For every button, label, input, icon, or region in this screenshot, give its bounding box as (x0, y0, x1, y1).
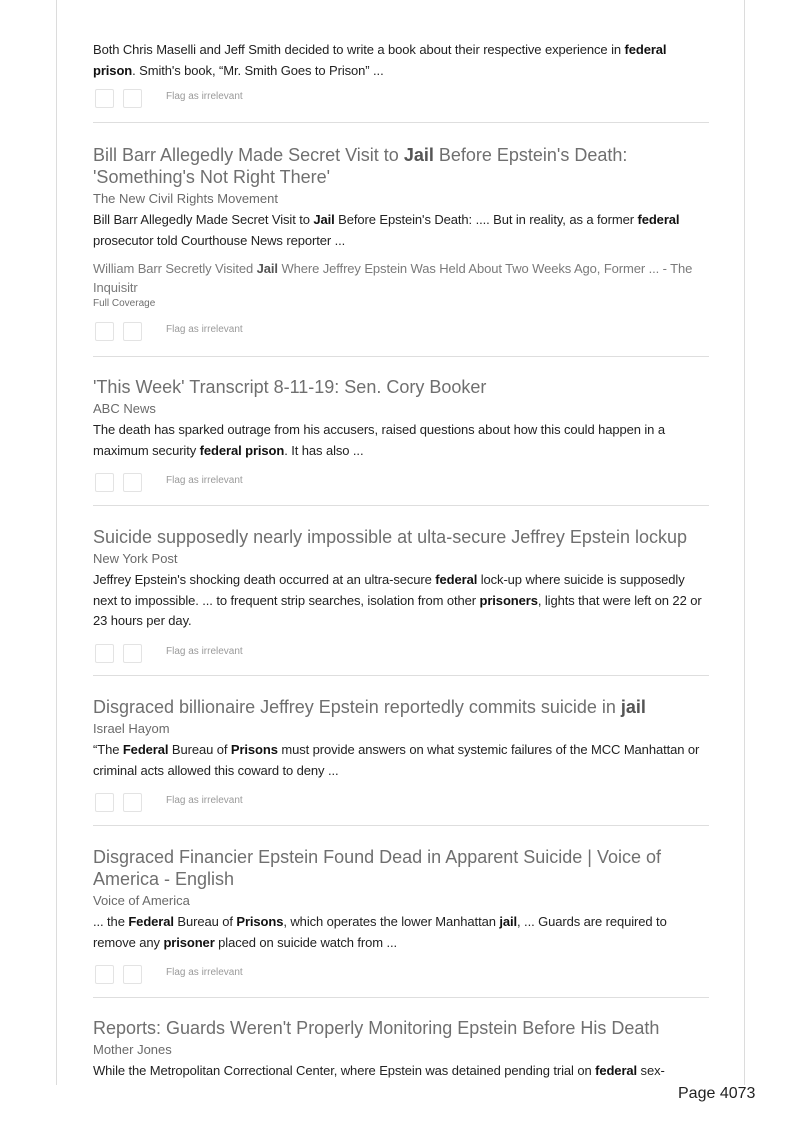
result-actions (93, 322, 711, 346)
highlighted-keyword: Federal (128, 914, 174, 929)
text-run: lock-up where suicide is supposedly next to impossible. ... to frequent strip searches, isolation from other (93, 572, 685, 608)
page-frame-left-border (56, 0, 57, 1085)
result-snippet (93, 570, 711, 632)
result-snippet (93, 740, 711, 781)
highlighted-keyword: federal (637, 212, 680, 227)
text-run: . Smith's book, “Mr. Smith Goes to Prison” ... (132, 62, 384, 78)
result-divider (93, 122, 709, 123)
related-article-link[interactable] (93, 259, 711, 297)
thumbs-up-icon[interactable] (95, 473, 114, 492)
result-actions (93, 89, 711, 113)
result-actions (93, 965, 711, 989)
flag-irrelevant-link[interactable]: Flag as irrelevant (166, 795, 243, 806)
result-actions (93, 473, 711, 497)
result-divider (93, 997, 709, 998)
highlighted-keyword: prison (93, 62, 133, 78)
text-run: Disgraced billionaire Jeffrey Epstein reportedly commits suicide in (93, 697, 621, 717)
news-result (93, 144, 711, 346)
thumbs-down-icon[interactable] (123, 644, 142, 663)
result-divider (93, 505, 709, 506)
text-run: William Barr Secretly Visited (93, 261, 257, 276)
result-snippet (93, 210, 711, 251)
thumbs-down-icon[interactable] (123, 965, 142, 984)
result-source: The New Civil Rights Movement (93, 191, 278, 206)
thumbs-down-icon[interactable] (123, 89, 142, 108)
highlighted-keyword: jail (620, 697, 646, 717)
flag-irrelevant-link[interactable]: Flag as irrelevant (166, 967, 243, 978)
result-actions (93, 793, 711, 817)
result-title-link[interactable] (93, 846, 711, 890)
text-run: . It has also ... (284, 442, 364, 458)
result-source: New York Post (93, 551, 178, 566)
text-run: placed on suicide watch from ... (214, 934, 398, 950)
highlighted-keyword: federal (595, 1063, 638, 1078)
text-run: Bill Barr Allegedly Made Secret Visit to (93, 145, 404, 165)
text-run: , ... Guards are required to remove any (93, 914, 667, 950)
result-source: Mother Jones (93, 1042, 172, 1057)
flag-irrelevant-link[interactable]: Flag as irrelevant (166, 91, 243, 102)
page-frame-right-border (744, 0, 745, 1085)
result-snippet (93, 1061, 711, 1082)
highlighted-keyword: prisoners (479, 592, 538, 608)
result-title-link[interactable] (93, 376, 711, 398)
thumbs-up-icon[interactable] (95, 644, 114, 663)
result-divider (93, 825, 709, 826)
flag-irrelevant-link[interactable]: Flag as irrelevant (166, 645, 243, 657)
news-result (93, 1017, 711, 1082)
highlighted-keyword: federal (624, 42, 667, 57)
result-title-link[interactable] (93, 144, 711, 188)
text-run: Both Chris Maselli and Jeff Smith decided to write a book about their respective experience in (93, 42, 625, 57)
text-run: Before Epstein's Death: .... But in reality, as a former (334, 212, 638, 227)
text-run: Bureau of (173, 914, 237, 929)
text-run: 'This Week' Transcript 8-11-19: Sen. Cory Booker (93, 377, 487, 397)
result-snippet (93, 420, 711, 461)
text-run: prosecutor told Courthouse News reporter ... (93, 232, 346, 248)
text-run: Bill Barr Allegedly Made Secret Visit to (93, 212, 314, 227)
thumbs-up-icon[interactable] (95, 965, 114, 984)
result-title-link[interactable] (93, 696, 711, 718)
thumbs-up-icon[interactable] (95, 322, 114, 341)
highlighted-keyword: Jail (313, 212, 335, 227)
highlighted-keyword: federal (435, 572, 478, 587)
text-run: , which operates the lower Manhattan (283, 914, 500, 929)
text-run: The death has sparked outrage from his accusers, raised questions about how this could happen in a maximum security (93, 422, 665, 458)
text-run: Where Jeffrey Epstein Was Held About Two Weeks Ago, Former ... - The Inquisitr (93, 261, 693, 295)
result-divider (93, 675, 709, 676)
thumbs-down-icon[interactable] (123, 793, 142, 812)
highlighted-keyword: Prisons (236, 914, 284, 929)
text-run: ... the (93, 914, 129, 929)
thumbs-down-icon[interactable] (123, 473, 142, 492)
thumbs-up-icon[interactable] (95, 89, 114, 108)
text-run: While the Metropolitan Correctional Center, where Epstein was detained pending trial on (93, 1063, 596, 1078)
text-run: “The (93, 742, 123, 757)
news-result (93, 696, 711, 817)
text-run: Bureau of (168, 742, 231, 757)
highlighted-keyword: Prisons (230, 742, 278, 757)
flag-irrelevant-link[interactable]: Flag as irrelevant (166, 324, 243, 335)
text-run: Jeffrey Epstein's shocking death occurred at an ultra-secure (93, 572, 436, 587)
result-title-link[interactable] (93, 526, 711, 548)
result-actions (93, 644, 711, 668)
highlighted-keyword: prisoner (163, 934, 215, 950)
news-result (93, 526, 711, 668)
text-run: must provide answers on what systemic failures of the MCC Manhattan or criminal acts allowed this coward to deny ... (93, 742, 700, 778)
flag-irrelevant-link[interactable]: Flag as irrelevant (166, 475, 243, 486)
news-result (93, 376, 711, 497)
highlighted-keyword: Jail (403, 145, 434, 165)
text-run: , lights that were left on 22 or 23 hours per day. (93, 592, 702, 628)
text-run: Disgraced Financier Epstein Found Dead in Apparent Suicide | Voice of America - English (93, 847, 662, 889)
news-result (93, 846, 711, 989)
result-divider (93, 356, 709, 357)
text-run: Reports: Guards Weren't Properly Monitoring Epstein Before His Death (93, 1018, 660, 1038)
result-title-link[interactable] (93, 1017, 711, 1039)
result-snippet (93, 40, 711, 81)
highlighted-keyword: Federal (122, 742, 169, 757)
thumbs-down-icon[interactable] (123, 322, 142, 341)
result-snippet (93, 912, 711, 953)
full-coverage-link[interactable]: Full Coverage (93, 298, 156, 309)
text-run: sex- (637, 1063, 665, 1078)
highlighted-keyword: Jail (256, 261, 278, 276)
text-run: Suicide supposedly nearly impossible at ulta-secure Jeffrey Epstein lockup (93, 527, 687, 547)
result-source: ABC News (93, 401, 156, 416)
text-run: Before Epstein's Death: 'Something's Not Right There' (93, 145, 628, 187)
page-number: Page 4073 (678, 1085, 756, 1102)
result-source: Israel Hayom (93, 721, 170, 736)
result-source: Voice of America (93, 893, 190, 908)
thumbs-up-icon[interactable] (95, 793, 114, 812)
highlighted-keyword: jail (499, 914, 518, 929)
highlighted-keyword: federal prison (199, 442, 285, 458)
news-result-top (93, 37, 711, 113)
